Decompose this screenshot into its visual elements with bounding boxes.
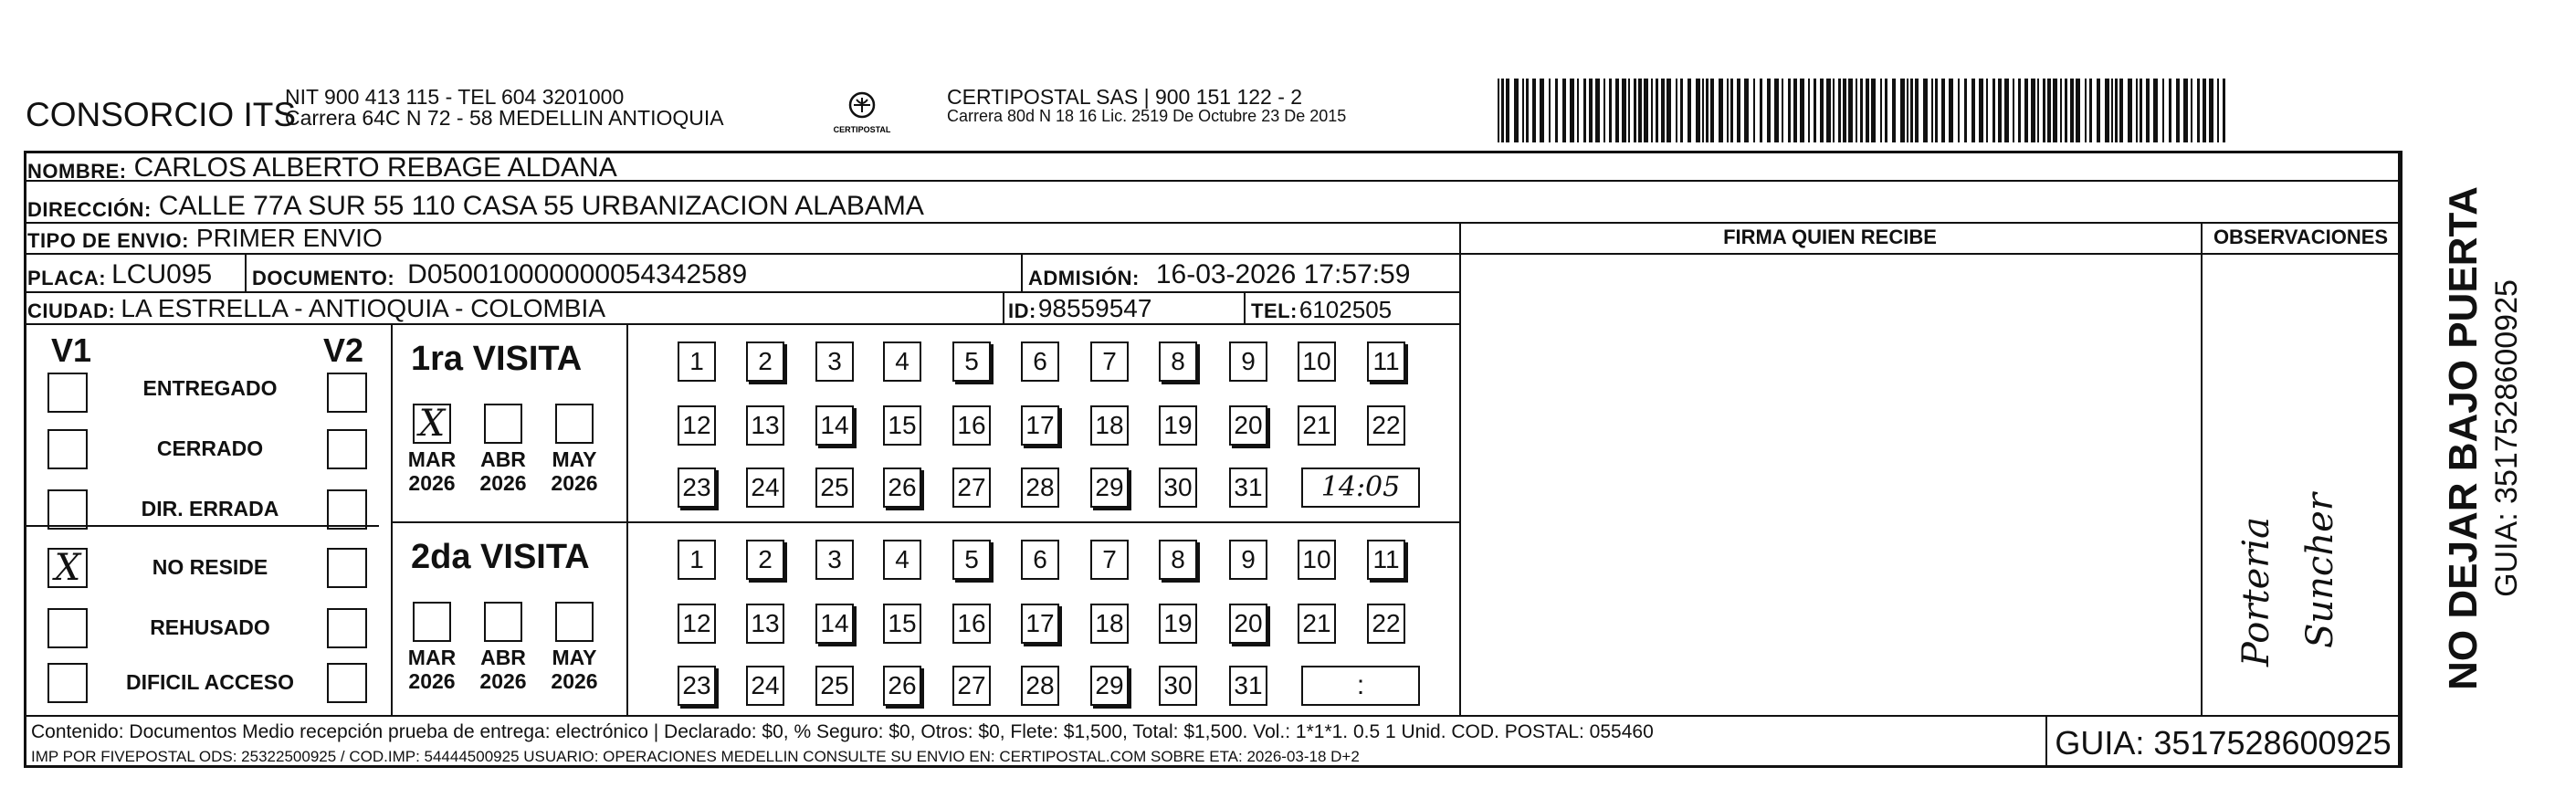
barcode-bar <box>1986 79 1988 142</box>
barcode-bar <box>1680 79 1683 142</box>
row-divider <box>24 715 2401 717</box>
barcode-bar <box>2153 79 2158 142</box>
month-label <box>471 447 535 495</box>
barcode-bar <box>1866 79 1869 142</box>
day-box[interactable]: 16 <box>952 405 991 446</box>
barcode-bar <box>2043 79 2045 142</box>
barcode-bar <box>1562 79 1566 142</box>
direccion-label: DIRECCIÓN: <box>27 198 152 221</box>
status-label: DIR. ERRADA <box>141 497 279 520</box>
col-divider <box>1003 291 1004 323</box>
barcode-bar <box>2197 79 2200 142</box>
tipo-row <box>27 224 383 251</box>
company-info <box>285 87 724 129</box>
admision-value: 16-03-2026 17:57:59 <box>1155 259 1411 289</box>
day-box[interactable]: 21 <box>1298 604 1336 644</box>
day-box[interactable]: 21 <box>1298 405 1336 446</box>
day-box[interactable]: 22 <box>1367 604 1405 644</box>
barcode-bar <box>2119 79 2123 142</box>
barcode-bar <box>1603 79 1605 142</box>
month-checkbox[interactable] <box>413 602 451 642</box>
documento-label: DOCUMENTO: <box>252 267 395 289</box>
barcode-bar <box>1727 79 1729 142</box>
id-label: ID: <box>1008 299 1036 322</box>
carrier-info <box>947 87 1346 124</box>
day-box[interactable]: 20 <box>1229 604 1267 644</box>
tel-cell <box>1251 294 1392 321</box>
barcode-bar <box>1848 79 1853 142</box>
row-divider <box>24 323 1460 325</box>
month-checkbox[interactable] <box>555 602 594 642</box>
barcode-bar <box>1506 79 1509 142</box>
barcode-bar <box>1676 79 1677 142</box>
day-box[interactable]: 18 <box>1090 405 1129 446</box>
day-box[interactable]: 30 <box>1159 666 1197 706</box>
side-guia: GUIA: 3517528600925 <box>2489 279 2524 597</box>
day-box[interactable]: 8 <box>1159 341 1197 382</box>
barcode-bar <box>1644 79 1648 142</box>
visit-title: 2da VISITA <box>411 538 590 576</box>
barcode-bar <box>2024 79 2028 142</box>
footer-guia: GUIA: 3517528600925 <box>2055 724 2392 762</box>
month-mark: X <box>418 403 446 445</box>
barcode-bar <box>1958 79 1960 142</box>
day-box[interactable]: 17 <box>1021 604 1059 644</box>
barcode-bar <box>1595 79 1600 142</box>
barcode-bar <box>1885 79 1887 142</box>
day-box[interactable]: 12 <box>678 405 716 446</box>
barcode-bar <box>1688 79 1691 142</box>
day-box[interactable]: 4 <box>883 540 921 580</box>
side-notice-text: NO DEJAR BAJO PUERTA <box>2441 186 2486 690</box>
barcode-bar <box>2047 79 2051 142</box>
v1-mark: X <box>54 547 81 589</box>
col-divider <box>2401 151 2403 768</box>
col-divider <box>391 323 393 715</box>
barcode-bar <box>1638 79 1642 142</box>
barcode-bar <box>2136 79 2138 142</box>
barcode-bar <box>1549 79 1551 142</box>
v2-checkbox[interactable] <box>327 608 367 648</box>
v1-header: V1 <box>51 331 92 369</box>
tipo-label: TIPO DE ENVIO: <box>27 229 189 252</box>
barcode-bar <box>1501 79 1504 142</box>
barcode-bar <box>1737 79 1740 142</box>
barcode-bar <box>2203 79 2206 142</box>
month-name: ABR <box>480 447 526 471</box>
day-box[interactable]: 2 <box>746 341 784 382</box>
v2-checkbox[interactable] <box>327 373 367 413</box>
barcode-bar <box>1788 79 1791 142</box>
barcode-bar <box>1696 79 1700 142</box>
direccion-value: CALLE 77A SUR 55 110 CASA 55 URBANIZACION ALABAMA <box>158 191 924 221</box>
day-box[interactable]: 31 <box>1229 468 1267 508</box>
day-box[interactable]: 28 <box>1021 468 1059 508</box>
barcode-bar <box>1915 79 1919 142</box>
barcode-bar <box>1774 79 1779 142</box>
footer-contenido: Contenido: Documentos Medio recepción prueba de entrega: electrónico | Declarado: $0, % Seguro: $0, Otros: $0, Flete: $1,500, Total: $1,500. Vol.: 1*1*1. 0.5 1 Unid. COD. POSTAL: 055460 <box>31 721 1654 742</box>
nombre-value: CARLOS ALBERTO REBAGE ALDANA <box>133 152 617 183</box>
barcode-bar <box>1793 79 1797 142</box>
day-box[interactable]: 25 <box>815 468 854 508</box>
barcode-bar <box>1570 79 1574 142</box>
barcode-bar <box>2070 79 2074 142</box>
barcode-bar <box>1577 79 1579 142</box>
month-label <box>400 447 464 495</box>
ciudad-label: CIUDAD: <box>27 299 116 322</box>
day-box[interactable]: 17 <box>1021 405 1059 446</box>
barcode-bar <box>2037 79 2039 142</box>
month-year: 2026 <box>408 471 456 495</box>
day-box[interactable]: 24 <box>746 666 784 706</box>
v2-checkbox[interactable] <box>327 429 367 469</box>
id-value: 98559547 <box>1037 294 1152 322</box>
month-name: ABR <box>480 646 526 669</box>
tel-value: 6102505 <box>1299 296 1393 323</box>
barcode-bar <box>1615 79 1619 142</box>
day-box[interactable]: 23 <box>678 666 716 706</box>
documento-cell <box>252 257 747 289</box>
barcode-bar <box>2140 79 2142 142</box>
placa-value: LCU095 <box>111 259 213 289</box>
month-checkbox[interactable] <box>555 404 594 444</box>
barcode-bar <box>1998 79 2002 142</box>
day-box[interactable]: 9 <box>1229 540 1267 580</box>
day-box[interactable]: 10 <box>1298 341 1336 382</box>
barcode-bar <box>1892 79 1896 142</box>
month-checkbox[interactable] <box>484 404 522 444</box>
month-label <box>542 646 606 693</box>
barcode-bar <box>1767 79 1771 142</box>
day-box[interactable]: 15 <box>883 405 921 446</box>
barcode-bar <box>2097 79 2100 142</box>
day-box[interactable]: 14 <box>815 405 854 446</box>
month-year: 2026 <box>479 471 527 495</box>
status-label: ENTREGADO <box>142 376 278 400</box>
barcode-bar <box>2176 79 2180 142</box>
day-box[interactable]: 29 <box>1090 468 1129 508</box>
barcode-bar <box>1964 79 1967 142</box>
col-divider <box>2201 222 2203 715</box>
month-name: MAR <box>407 646 457 669</box>
side-notice <box>2411 183 2557 694</box>
month-year: 2026 <box>551 471 598 495</box>
barcode-bar <box>1800 79 1804 142</box>
day-box[interactable]: 10 <box>1298 540 1336 580</box>
barcode-bar <box>1871 79 1876 142</box>
day-box[interactable]: 26 <box>883 468 921 508</box>
barcode-bar <box>1555 79 1558 142</box>
barcode-bar <box>1609 79 1612 142</box>
barcode-bar <box>2060 79 2062 142</box>
barcode-bar <box>1856 79 1857 142</box>
barcode-bar <box>2004 79 2009 142</box>
barcode-bar <box>1656 79 1658 142</box>
day-box[interactable]: 30 <box>1159 468 1197 508</box>
barcode-bar <box>1760 79 1762 142</box>
certipostal-logo-icon <box>825 87 899 142</box>
month-checkbox[interactable] <box>484 602 522 642</box>
day-box[interactable]: 31 <box>1229 666 1267 706</box>
v1-checkbox[interactable] <box>47 489 88 530</box>
tipo-value: PRIMER ENVIO <box>195 224 383 252</box>
barcode-bar <box>1838 79 1841 142</box>
barcode-bar <box>1719 79 1723 142</box>
row-divider <box>24 253 2401 255</box>
col-divider <box>626 323 628 715</box>
barcode-bar <box>1702 79 1704 142</box>
day-box[interactable]: 12 <box>678 604 716 644</box>
day-box[interactable]: 6 <box>1021 341 1059 382</box>
carrier-line2: Carrera 80d N 18 16 Lic. 2519 De Octubre 23 De 2015 <box>947 107 1347 125</box>
barcode-bar <box>1498 79 1499 142</box>
barcode-bar <box>1753 79 1755 142</box>
col-divider <box>1244 291 1246 323</box>
barcode-bar <box>2053 79 2057 142</box>
day-box[interactable]: 4 <box>883 341 921 382</box>
barcode-bar <box>1710 79 1714 142</box>
barcode-bar <box>1651 79 1653 142</box>
day-box[interactable]: 23 <box>678 468 716 508</box>
month-name: MAY <box>552 646 597 669</box>
observacion-handwriting-1: Porteria <box>2235 516 2277 667</box>
day-box[interactable]: 6 <box>1021 540 1059 580</box>
v1-checkbox[interactable] <box>47 608 88 648</box>
barcode-bar <box>2217 79 2219 142</box>
day-box[interactable]: 16 <box>952 604 991 644</box>
day-box[interactable]: 3 <box>815 341 854 382</box>
status-label: DIFICIL ACCESO <box>125 670 294 694</box>
barcode-bar <box>1833 79 1835 142</box>
month-name: MAY <box>552 447 597 471</box>
barcode-bar <box>1628 79 1630 142</box>
day-box[interactable]: 15 <box>883 604 921 644</box>
v2-checkbox[interactable] <box>327 663 367 703</box>
month-label <box>542 447 606 495</box>
day-box[interactable]: 22 <box>1367 405 1405 446</box>
observacion-handwriting-2: Suncher <box>2299 493 2341 648</box>
v1-checkbox[interactable] <box>47 548 88 588</box>
month-year: 2026 <box>551 669 598 693</box>
day-box[interactable]: 28 <box>1021 666 1059 706</box>
month-name: MAR <box>407 447 457 471</box>
barcode-bar <box>1522 79 1524 142</box>
v1-checkbox[interactable] <box>47 663 88 703</box>
col-divider <box>245 253 247 291</box>
firma-header: FIRMA QUIEN RECIBE <box>1723 226 1937 248</box>
barcode-bar <box>1992 79 1995 142</box>
day-box[interactable]: 14 <box>815 604 854 644</box>
admision-cell <box>1028 257 1410 289</box>
barcode-bar <box>1744 79 1749 142</box>
admision-label: ADMISIÓN: <box>1028 267 1140 289</box>
nombre-label: NOMBRE: <box>27 160 127 183</box>
day-box[interactable]: 1 <box>678 341 716 382</box>
tel-label: TEL: <box>1251 299 1298 322</box>
day-box[interactable]: 13 <box>746 405 784 446</box>
barcode-bar <box>1979 79 1983 142</box>
barcode-bar <box>2169 79 2171 142</box>
barcode-bar <box>1808 79 1810 142</box>
barcode-bar <box>2013 79 2014 142</box>
v2-checkbox[interactable] <box>327 489 367 530</box>
carrier-line1: CERTIPOSTAL SAS | 900 151 122 - 2 <box>947 85 1303 109</box>
logo-text: CERTIPOSTAL <box>833 125 891 134</box>
barcode-bar <box>2146 79 2150 142</box>
day-box[interactable]: 11 <box>1367 540 1405 580</box>
status-label: REHUSADO <box>150 615 270 639</box>
barcode-bar <box>1514 79 1519 142</box>
barcode-bar <box>1931 79 1933 142</box>
status-label: CERRADO <box>156 436 264 460</box>
barcode-bar <box>1826 79 1831 142</box>
barcode-bar <box>2191 79 2192 142</box>
col-divider <box>1021 253 1023 291</box>
day-box[interactable]: 5 <box>952 341 991 382</box>
barcode-bar <box>2111 79 2113 142</box>
barcode <box>1498 79 2228 142</box>
address-line: Carrera 64C N 72 - 58 MEDELLIN ANTIOQUIA <box>285 106 724 130</box>
day-box[interactable]: 8 <box>1159 540 1197 580</box>
day-box[interactable]: 9 <box>1229 341 1267 382</box>
ciudad-value: LA ESTRELLA - ANTIOQUIA - COLOMBIA <box>121 294 605 322</box>
day-box[interactable]: 7 <box>1090 341 1129 382</box>
barcode-bar <box>2031 79 2035 142</box>
row-divider <box>393 521 1460 523</box>
barcode-bar <box>2076 79 2080 142</box>
barcode-bar <box>1935 79 1938 142</box>
barcode-bar <box>1730 79 1733 142</box>
barcode-bar <box>1540 79 1544 142</box>
id-cell <box>1008 294 1151 321</box>
day-box[interactable]: 19 <box>1159 405 1197 446</box>
barcode-bar <box>1782 79 1783 142</box>
visit-title: 1ra VISITA <box>411 340 583 378</box>
documento-value: D050010000000054342589 <box>407 259 748 289</box>
month-year: 2026 <box>408 669 456 693</box>
barcode-bar <box>1843 79 1846 142</box>
barcode-bar <box>1583 79 1586 142</box>
direccion-row <box>27 187 924 220</box>
barcode-bar <box>2089 79 2092 142</box>
v2-checkbox[interactable] <box>327 548 367 588</box>
barcode-bar <box>2018 79 2021 142</box>
day-box[interactable]: 7 <box>1090 540 1129 580</box>
barcode-bar <box>1526 79 1529 142</box>
barcode-bar <box>2085 79 2087 142</box>
barcode-bar <box>2115 79 2118 142</box>
barcode-bar <box>1941 79 1945 142</box>
barcode-bar <box>1634 79 1636 142</box>
month-label <box>471 646 535 693</box>
time-box[interactable]: 14:05 <box>1301 468 1420 508</box>
ciudad-cell <box>27 294 605 321</box>
time-box[interactable]: : <box>1301 666 1420 706</box>
nit-line: NIT 900 413 115 - TEL 604 3201000 <box>285 85 625 109</box>
barcode-bar <box>1820 79 1824 142</box>
barcode-bar <box>2183 79 2188 142</box>
barcode-bar <box>2209 79 2213 142</box>
v2-header: V2 <box>323 331 364 369</box>
col-divider <box>1459 222 1461 715</box>
barcode-bar <box>1900 79 1905 142</box>
v1-checkbox[interactable] <box>47 429 88 469</box>
day-box[interactable]: 26 <box>883 666 921 706</box>
barcode-bar <box>1706 79 1709 142</box>
month-year: 2026 <box>479 669 527 693</box>
barcode-bar <box>1589 79 1593 142</box>
day-box[interactable]: 2 <box>746 540 784 580</box>
nombre-row <box>27 151 617 182</box>
barcode-bar <box>1949 79 1953 142</box>
barcode-bar <box>2128 79 2132 142</box>
placa-cell <box>27 257 212 289</box>
barcode-bar <box>1661 79 1665 142</box>
barcode-bar <box>2065 79 2067 142</box>
barcode-bar <box>1910 79 1913 142</box>
day-box[interactable]: 25 <box>815 666 854 706</box>
barcode-bar <box>2162 79 2164 142</box>
barcode-bar <box>2223 79 2225 142</box>
month-label <box>400 646 464 693</box>
barcode-bar <box>1532 79 1536 142</box>
day-box[interactable]: 5 <box>952 540 991 580</box>
day-box[interactable]: 27 <box>952 666 991 706</box>
status-label: NO RESIDE <box>152 555 268 579</box>
day-box[interactable]: 24 <box>746 468 784 508</box>
barcode-bar <box>1880 79 1882 142</box>
barcode-bar <box>1860 79 1863 142</box>
barcode-bar <box>1971 79 1975 142</box>
barcode-bar <box>1814 79 1816 142</box>
placa-label: PLACA: <box>27 267 107 289</box>
month-checkbox[interactable] <box>413 404 451 444</box>
footer-imp: IMP POR FIVEPOSTAL ODS: 25322500925 / COD.IMP: 54444500925 USUARIO: OPERACIONES MEDELLIN CONSULTE SU ENVIO EN: CERTIPOSTAL.COM SOBRE ETA: 2026-03-18 D+2 <box>31 748 1360 765</box>
company-name: CONSORCIO ITS <box>26 96 297 133</box>
barcode-bar <box>1667 79 1671 142</box>
day-box[interactable]: 18 <box>1090 604 1129 644</box>
day-box[interactable]: 19 <box>1159 604 1197 644</box>
observaciones-header: OBSERVACIONES <box>2213 226 2389 248</box>
barcode-bar <box>1622 79 1626 142</box>
barcode-bar <box>1907 79 1908 142</box>
day-box[interactable]: 13 <box>746 604 784 644</box>
day-box[interactable]: 1 <box>678 540 716 580</box>
v1-checkbox[interactable] <box>47 373 88 413</box>
day-box[interactable]: 11 <box>1367 341 1405 382</box>
day-box[interactable]: 29 <box>1090 666 1129 706</box>
day-box[interactable]: 20 <box>1229 405 1267 446</box>
barcode-bar <box>2105 79 2109 142</box>
barcode-bar <box>1923 79 1928 142</box>
day-box[interactable]: 3 <box>815 540 854 580</box>
day-box[interactable]: 27 <box>952 468 991 508</box>
